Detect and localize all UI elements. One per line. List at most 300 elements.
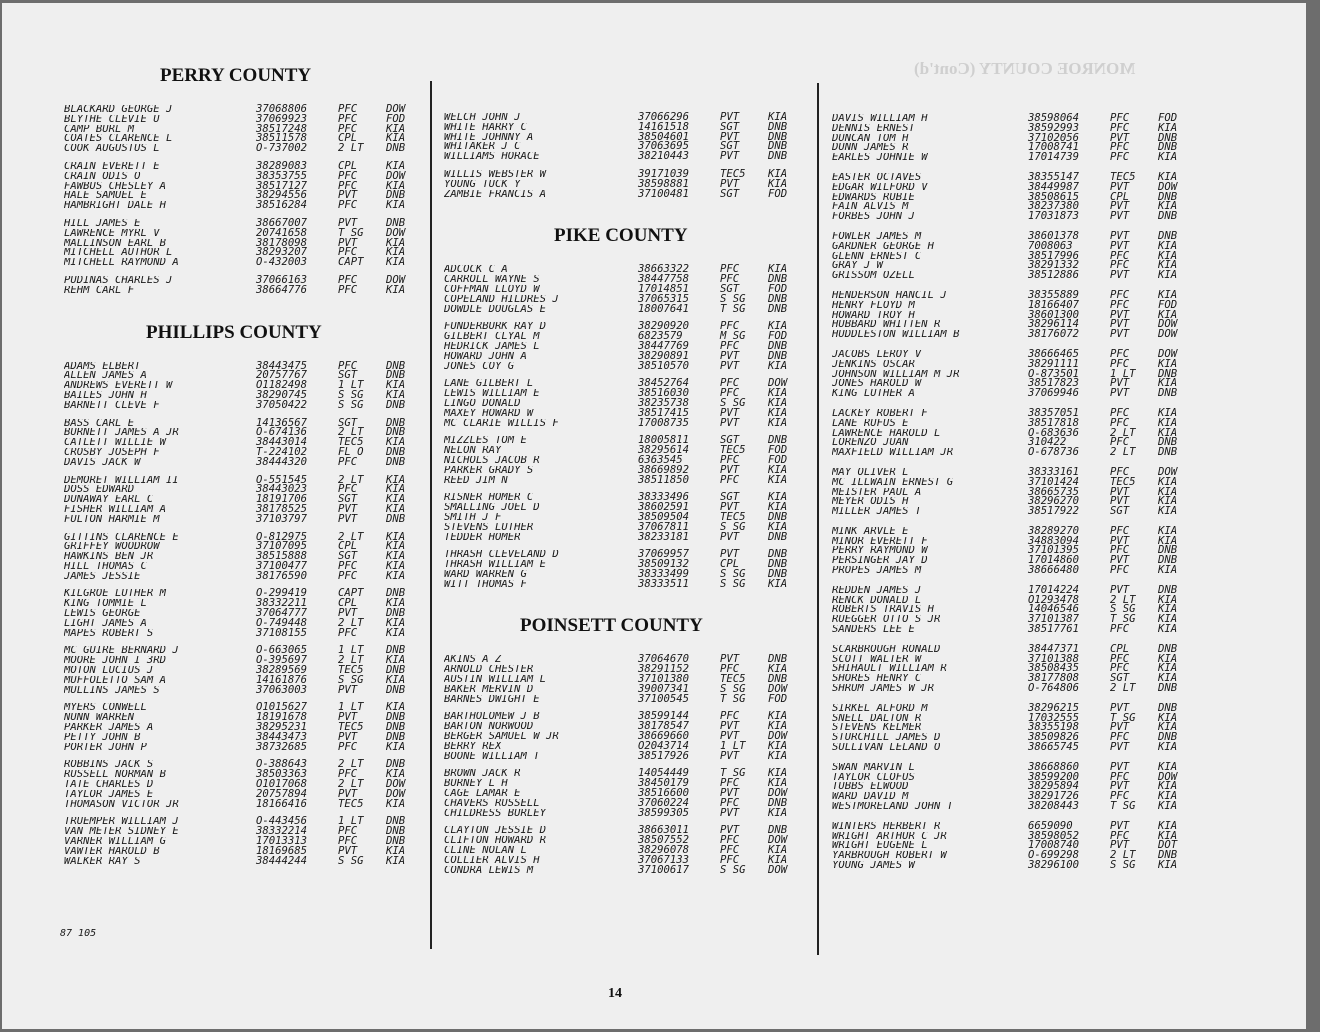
- casualty-record: [64, 485, 422, 495]
- record-name: KING LUTHER A: [832, 389, 915, 399]
- record-group: [444, 167, 804, 200]
- record-status: KIA: [768, 739, 788, 752]
- record-name: CATLETT WILLIE W: [64, 438, 167, 448]
- record-rank: PFC: [338, 246, 358, 259]
- record-status: DNB: [768, 558, 788, 571]
- record-rank: 1 LT: [1110, 367, 1136, 380]
- record-name: RUEGGER OTTO S JR: [832, 615, 941, 626]
- record-rank: PVT: [720, 150, 740, 163]
- record-name: NELON RAY: [444, 446, 502, 456]
- record-rank: PFC: [720, 339, 740, 352]
- record-name: HOWARD TROY H: [832, 310, 915, 321]
- record-name: HUDDLESTON WILLIAM B: [832, 330, 960, 340]
- record-serial-number: 20757894: [256, 787, 308, 800]
- record-serial-number: O2043714: [638, 739, 690, 752]
- record-rank: PVT: [1110, 387, 1130, 400]
- record-rank: 1 LT: [338, 644, 364, 657]
- record-rank: PVT: [338, 216, 358, 229]
- casualty-record: [832, 357, 1194, 370]
- record-status: DOW: [1158, 328, 1178, 341]
- record-status: KIA: [1158, 603, 1178, 616]
- record-name: WHITAKER J C: [444, 142, 521, 153]
- record-serial-number: 38666465: [1028, 347, 1080, 360]
- record-rank: S SG: [338, 398, 364, 411]
- record-group: [64, 760, 422, 809]
- record-status: KIA: [1158, 741, 1178, 754]
- casualty-record: [832, 330, 1194, 340]
- record-name: MUFFOLETTO SAM A: [64, 675, 167, 686]
- record-rank: S SG: [338, 388, 364, 401]
- casualty-record: [444, 846, 804, 856]
- casualty-record: [64, 626, 422, 639]
- record-serial-number: 38291152: [638, 663, 690, 676]
- record-serial-number: 38665745: [1028, 741, 1080, 754]
- record-rank: PVT: [720, 720, 740, 733]
- record-status: KIA: [386, 159, 406, 172]
- record-rank: PVT: [1110, 583, 1130, 596]
- record-name: TAYLOR CLOFUS: [832, 772, 915, 783]
- record-rank: 2 LT: [338, 778, 364, 791]
- casualty-record: [832, 861, 1194, 871]
- casualty-record: [64, 770, 422, 780]
- record-serial-number: 38732685: [256, 740, 308, 753]
- record-name: SANDERS LEE E: [832, 625, 915, 635]
- casualty-record: [444, 113, 804, 123]
- record-rank: S SG: [720, 292, 746, 305]
- record-rank: T SG: [720, 692, 746, 705]
- casualty-record: [832, 416, 1194, 429]
- casualty-record: [444, 826, 804, 836]
- record-serial-number: 37066296: [638, 111, 690, 123]
- record-rank: PFC: [1110, 436, 1130, 449]
- casualty-record: [444, 359, 804, 372]
- record-serial-number: 37101388: [1028, 652, 1080, 665]
- record-name: MOORE JOHN I 3RD: [64, 656, 167, 667]
- record-status: DNB: [386, 445, 406, 458]
- record-group: [64, 589, 422, 638]
- record-name: MEISTER PAUL A: [832, 487, 922, 498]
- record-rank: PVT: [1110, 180, 1130, 193]
- record-status: FOD: [768, 453, 788, 466]
- record-serial-number: 38333161: [1028, 465, 1080, 478]
- casualty-record: [444, 567, 804, 580]
- casualty-record: [832, 625, 1194, 635]
- casualty-record: [444, 389, 804, 399]
- record-name: CLIFTON HOWARD R: [444, 836, 547, 847]
- record-status: DNB: [768, 510, 788, 523]
- casualty-record: [832, 615, 1194, 625]
- record-status: FOD: [768, 444, 788, 457]
- record-serial-number: 37100545: [638, 692, 690, 705]
- casualty-record: [444, 396, 804, 409]
- casualty-record: [444, 739, 804, 752]
- record-name: DUNCAN TOM H: [832, 133, 909, 144]
- footnote: 87 105: [60, 928, 97, 939]
- record-rank: FL O: [338, 445, 364, 458]
- record-status: DNB: [1158, 731, 1178, 744]
- casualty-record: [444, 503, 804, 513]
- casualty-record: [64, 827, 422, 837]
- record-rank: PFC: [338, 740, 358, 753]
- record-status: KIA: [768, 416, 788, 429]
- record-rank: PVT: [1110, 239, 1130, 252]
- record-rank: TEC5: [720, 444, 746, 457]
- record-status: KIA: [386, 797, 406, 810]
- record-name: GRISSOM OZELL: [832, 271, 915, 281]
- record-status: DNB: [768, 434, 788, 447]
- casualty-record: [64, 371, 422, 381]
- record-group: [444, 712, 804, 761]
- record-serial-number: O-699298: [1028, 849, 1080, 862]
- casualty-record: [832, 770, 1194, 783]
- record-status: KIA: [1158, 269, 1178, 282]
- record-rank: PFC: [1110, 288, 1130, 301]
- record-serial-number: 14054449: [638, 767, 690, 780]
- record-serial-number: 38295614: [638, 444, 690, 457]
- record-serial-number: 38450179: [638, 777, 690, 790]
- casualty-record: [64, 201, 422, 211]
- record-name: WHITE HARRY C: [444, 122, 527, 133]
- record-rank: PFC: [338, 768, 358, 781]
- casualty-record: [444, 732, 804, 742]
- record-rank: PFC: [720, 834, 740, 847]
- record-name: HEDRICK JAMES L: [444, 341, 540, 352]
- record-rank: PFC: [1110, 416, 1130, 429]
- record-rank: T SG: [720, 767, 746, 780]
- record-serial-number: 38669660: [638, 730, 690, 743]
- record-name: COOK AUGUSTUS L: [64, 144, 160, 154]
- record-serial-number: 38516030: [638, 387, 690, 400]
- record-status: DNB: [386, 512, 406, 525]
- record-group: [832, 406, 1194, 459]
- record-status: KIA: [1158, 475, 1178, 488]
- record-name: BURNETT JAMES A JR: [64, 428, 179, 439]
- record-status: KIA: [386, 654, 406, 667]
- record-name: ZAMBIE FRANCIS A: [444, 189, 547, 200]
- record-name: MAXFIELD WILLIAM JR: [832, 448, 954, 458]
- record-rank: PFC: [720, 853, 740, 866]
- record-serial-number: 37069946: [1028, 387, 1080, 400]
- record-status: DOW: [768, 377, 788, 390]
- record-serial-number: 38443475: [256, 359, 308, 372]
- record-name: LANE GILBERT L: [444, 379, 534, 390]
- casualty-record: [444, 436, 804, 446]
- record-serial-number: 37050422: [256, 398, 308, 411]
- record-name: WESTMORELAND JOHN T: [832, 802, 954, 812]
- casualty-record: [444, 675, 804, 685]
- record-serial-number: 38668860: [1028, 760, 1080, 773]
- casualty-record: [444, 453, 804, 466]
- record-name: MITCHELL RAYMOND A: [64, 258, 179, 268]
- record-serial-number: 37069923: [256, 112, 308, 125]
- record-serial-number: 37064670: [638, 653, 690, 666]
- casualty-record: [832, 465, 1194, 478]
- record-status: DNB: [386, 142, 406, 155]
- record-status: DOW: [768, 730, 788, 743]
- record-name: BAKER MERVIN D: [444, 684, 534, 695]
- record-status: DOW: [386, 787, 406, 800]
- record-serial-number: 38296215: [1028, 701, 1080, 714]
- record-name: NUNN WARREN: [64, 713, 135, 724]
- record-rank: SGT: [1110, 505, 1130, 518]
- record-rank: PVT: [1110, 819, 1130, 832]
- record-group: [832, 114, 1194, 163]
- record-name: STURCHILL JAMES D: [832, 733, 941, 744]
- record-rank: PFC: [720, 387, 740, 400]
- record-rank: 1 LT: [338, 815, 364, 828]
- record-rank: PFC: [338, 112, 358, 125]
- record-status: DNB: [386, 398, 406, 411]
- record-name: MILLER JAMES T: [832, 507, 922, 517]
- record-serial-number: 38447371: [1028, 642, 1080, 655]
- record-serial-number: 38295231: [256, 721, 308, 734]
- record-name: MC GUIRE BERNARD J: [64, 646, 179, 657]
- record-rank: CPL: [338, 540, 358, 553]
- record-status: KIA: [768, 396, 788, 409]
- record-rank: PFC: [1110, 249, 1130, 262]
- record-serial-number: 37063695: [638, 140, 690, 153]
- record-rank: SGT: [720, 140, 740, 153]
- record-rank: PFC: [1110, 770, 1130, 783]
- casualty-record: [444, 339, 804, 352]
- record-name: PERSINGER JAY D: [832, 556, 928, 567]
- record-status: DNB: [1158, 436, 1178, 449]
- record-group: [444, 322, 804, 371]
- record-status: KIA: [1158, 505, 1178, 518]
- record-serial-number: 37100481: [638, 187, 690, 200]
- record-status: DOW: [1158, 465, 1178, 478]
- record-serial-number: 38503363: [256, 768, 308, 781]
- casualty-record: [64, 473, 422, 486]
- record-rank: PVT: [1110, 318, 1130, 331]
- record-serial-number: 39007341: [638, 682, 690, 695]
- record-rank: PVT: [720, 824, 740, 837]
- casualty-record: [64, 530, 422, 543]
- record-name: LANE RUFUS E: [832, 418, 909, 429]
- record-status: DNB: [386, 758, 406, 771]
- record-name: AUSTIN WILLIAM L: [444, 675, 547, 685]
- record-name: CLINE NOLAN L: [444, 846, 527, 856]
- record-serial-number: 14161518: [638, 120, 690, 133]
- casualty-record: [832, 760, 1194, 773]
- record-rank: PVT: [1110, 210, 1130, 223]
- record-rank: T SG: [720, 302, 746, 315]
- casualty-record: [444, 806, 804, 819]
- record-serial-number: 38355198: [1028, 721, 1080, 734]
- record-status: KIA: [1158, 711, 1178, 724]
- column-middle: [444, 113, 804, 883]
- record-status: DNB: [386, 711, 406, 724]
- record-serial-number: 38504601: [638, 130, 690, 143]
- record-status: DOW: [1158, 180, 1178, 193]
- record-status: KIA: [768, 473, 788, 486]
- record-rank: T SG: [1110, 711, 1136, 724]
- record-name: MC ILLWAIN ERNEST G: [832, 477, 954, 488]
- casualty-record: [832, 583, 1194, 596]
- record-serial-number: 37060224: [638, 796, 690, 809]
- record-name: SIRKEL ALFORD M: [832, 703, 928, 714]
- casualty-record: [64, 673, 422, 686]
- record-name: GLENN ERNEST C: [832, 251, 922, 262]
- record-name: GARDNER GEORGE H: [832, 241, 935, 252]
- record-name: ROBBINS JACK S: [64, 760, 154, 771]
- record-name: HENDERSON HANCIL J: [832, 290, 947, 301]
- record-rank: 2 LT: [1110, 426, 1136, 439]
- record-status: KIA: [386, 844, 406, 857]
- record-name: LIGHT JAMES A: [64, 618, 147, 629]
- record-serial-number: 38517248: [256, 122, 308, 135]
- record-name: ARNOLD CHESTER: [444, 665, 534, 676]
- record-name: HAWKINS BEN JR: [64, 552, 154, 562]
- record-name: JOHNSON WILLIAM M JR: [832, 369, 960, 380]
- casualty-record: [64, 428, 422, 438]
- casualty-record: [64, 542, 422, 552]
- record-name: YARBROUGH ROBERT W: [832, 851, 947, 861]
- casualty-record: [444, 520, 804, 533]
- record-status: KIA: [386, 701, 406, 714]
- casualty-record: [64, 445, 422, 458]
- record-group: [832, 229, 1194, 282]
- record-rank: PFC: [1110, 465, 1130, 478]
- record-rank: TEC5: [338, 797, 364, 810]
- record-group: [832, 524, 1194, 577]
- record-name: ADAMS ELBERT: [64, 361, 141, 372]
- record-rank: 2 LT: [338, 473, 364, 486]
- record-name: BERRY REX: [444, 741, 502, 752]
- record-name: LINGO DONALD: [444, 398, 521, 409]
- record-name: AKINS A Z: [444, 655, 502, 666]
- casualty-record: [832, 288, 1194, 301]
- record-name: BAILES JOHN H: [64, 390, 147, 401]
- casualty-record: [444, 265, 804, 275]
- record-name: HOWARD JOHN A: [444, 351, 527, 362]
- county-heading: PHILLIPS COUNTY: [146, 321, 322, 343]
- record-group: [832, 170, 1194, 223]
- record-status: KIA: [386, 854, 406, 867]
- record-status: DNB: [1158, 446, 1178, 459]
- record-serial-number: 38663011: [638, 824, 690, 837]
- record-serial-number: O-663065: [256, 644, 308, 657]
- record-status: DNB: [386, 825, 406, 838]
- record-serial-number: T-224102: [256, 445, 308, 458]
- record-name: MEYER ODIS H: [832, 497, 909, 508]
- record-name: WARD DAVID M: [832, 792, 909, 803]
- record-status: DNB: [768, 339, 788, 352]
- record-rank: S SG: [1110, 859, 1136, 871]
- record-status: DNB: [768, 130, 788, 143]
- record-status: DNB: [386, 835, 406, 848]
- casualty-record: [444, 167, 804, 180]
- record-serial-number: 38509826: [1028, 731, 1080, 744]
- record-status: DNB: [1158, 367, 1178, 380]
- record-serial-number: 38517922: [1028, 505, 1080, 518]
- casualty-record: [64, 455, 422, 468]
- casualty-record: [444, 463, 804, 476]
- record-rank: PVT: [720, 349, 740, 362]
- record-serial-number: 38517823: [1028, 377, 1080, 390]
- casualty-record: [832, 664, 1194, 674]
- record-name: SWAN MARVIN L: [832, 762, 915, 773]
- record-rank: PFC: [1110, 731, 1130, 744]
- record-status: KIA: [768, 663, 788, 676]
- record-status: DNB: [768, 150, 788, 163]
- casualty-record: [444, 493, 804, 503]
- record-rank: PVT: [720, 416, 740, 429]
- record-rank: SGT: [338, 550, 358, 563]
- casualty-record: [444, 446, 804, 456]
- record-status: DNB: [386, 683, 406, 696]
- record-status: DNB: [386, 730, 406, 743]
- record-status: KIA: [386, 530, 406, 543]
- record-status: DOW: [386, 169, 406, 182]
- record-status: KIA: [1158, 377, 1178, 390]
- record-serial-number: 38333496: [638, 491, 690, 504]
- record-status: KIA: [386, 283, 406, 296]
- casualty-record: [64, 569, 422, 582]
- record-rank: PVT: [1110, 495, 1130, 508]
- record-status: KIA: [386, 256, 406, 269]
- record-serial-number: 18169685: [256, 844, 308, 857]
- record-group: [832, 760, 1194, 813]
- casualty-record: [832, 153, 1194, 163]
- record-name: SULLIVAN LELAND O: [832, 743, 941, 753]
- casualty-record: [832, 546, 1194, 556]
- record-status: DNB: [1158, 210, 1178, 223]
- record-rank: S SG: [720, 520, 746, 533]
- record-status: KIA: [386, 473, 406, 486]
- casualty-record: [64, 854, 422, 867]
- record-name: BARTON NORWOOD: [444, 722, 534, 733]
- casualty-record: [444, 769, 804, 779]
- record-status: DNB: [1158, 849, 1178, 862]
- record-group: [832, 465, 1194, 518]
- record-rank: PVT: [720, 111, 740, 123]
- record-status: KIA: [768, 501, 788, 514]
- record-name: KING TOMMIE L: [64, 599, 147, 610]
- record-serial-number: 38507552: [638, 834, 690, 847]
- record-status: KIA: [768, 806, 788, 819]
- record-serial-number: 38601378: [1028, 229, 1080, 242]
- record-rank: PFC: [1110, 298, 1130, 311]
- record-serial-number: 38289569: [256, 664, 308, 677]
- record-status: KIA: [768, 491, 788, 504]
- record-status: DNB: [768, 349, 788, 362]
- record-serial-number: 38333511: [638, 577, 690, 590]
- record-rank: PVT: [1110, 780, 1130, 793]
- record-name: CRAIN ODIS O: [64, 171, 141, 182]
- record-status: KIA: [768, 177, 788, 190]
- casualty-record: [444, 665, 804, 675]
- record-rank: SGT: [720, 120, 740, 133]
- record-status: KIA: [768, 263, 788, 276]
- record-status: KIA: [1158, 760, 1178, 773]
- record-serial-number: 38233181: [638, 530, 690, 543]
- record-name: MINK ARVLE E: [832, 526, 909, 537]
- record-serial-number: 37103797: [256, 512, 308, 525]
- record-name: BROWN JACK R: [444, 769, 521, 780]
- casualty-record: [832, 261, 1194, 271]
- record-status: KIA: [1158, 721, 1178, 734]
- record-status: KIA: [386, 246, 406, 259]
- record-status: KIA: [1158, 406, 1178, 419]
- record-name: MC CLARIE WILLIS F: [444, 418, 559, 429]
- record-name: FUNDERBURK RAY D: [444, 322, 547, 333]
- record-status: DNB: [768, 120, 788, 133]
- record-serial-number: 38444320: [256, 455, 308, 468]
- record-rank: SGT: [338, 369, 358, 382]
- casualty-record: [832, 485, 1194, 498]
- casualty-record: [444, 712, 804, 722]
